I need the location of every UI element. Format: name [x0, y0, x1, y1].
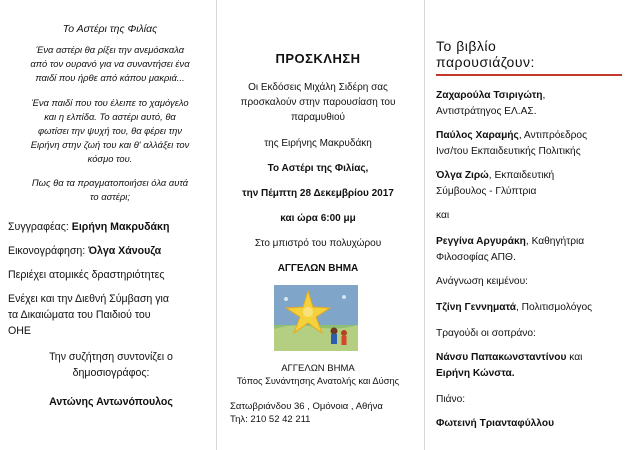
presenter-name: Παύλος Χαραμής: [436, 130, 519, 141]
presenter-role: ,: [542, 90, 546, 101]
reading-label: Ανάγνωση κειμένου:: [436, 276, 528, 287]
child-body: [331, 334, 337, 344]
right-column: [432, 0, 632, 450]
piano-label: Πιάνο:: [436, 394, 466, 405]
presenter-role: , Αντιπρόεδρος: [518, 130, 587, 141]
poem-line: Ένα αστέρι θα ρίξει την ανεμόσκαλα: [35, 44, 185, 55]
poem-line: παιδί που ήρθε από κάπου μακριά...: [35, 72, 185, 83]
venue-address: Σατωβριάνδου 36 , Ομόνοια , Αθήνα: [230, 401, 383, 412]
presenter-4-role: Φιλοσοφίας ΑΠΘ.: [436, 252, 516, 263]
venue-tagline: Τόπος Συνάντησης Ανατολής και Δύσης: [236, 376, 400, 386]
venue-footer-name: ΑΓΓΕΛΩΝ ΒΗΜΑ: [281, 363, 355, 374]
child-body-2: [342, 336, 347, 345]
star-face: [303, 307, 313, 317]
poem-line: Ένα παιδί που του έλειπε το χαμόγελο: [31, 97, 189, 108]
left-column: [6, 0, 214, 450]
poem-line: Ειρήνη στην ζωή του και θ' αλλάξει τον: [30, 139, 190, 150]
coordinator-line: Την συζήτηση συντονίζει ο: [49, 351, 173, 363]
presenter-name: Όλγα Ζιρώ: [436, 170, 489, 181]
and-text: και: [436, 210, 450, 221]
poem-line: και η ελπίδα. Το αστέρι αυτό, θα: [44, 111, 176, 122]
reader: [436, 300, 632, 316]
poem-line: το αστέρι;: [90, 191, 130, 202]
book-title: Το Αστέρι της Φιλίας: [62, 23, 158, 35]
event-date: την Πέμπτη 28 Δεκεμβρίου 2017: [242, 188, 394, 199]
presenter-name: Ζαχαρούλα Τσιριγώτη: [436, 90, 543, 101]
intro-line: παραμυθιού: [290, 112, 346, 123]
invitation-title: ΠΡΟΣΚΛΗΣΗ: [275, 51, 361, 66]
book-name: Το Αστέρι της Φιλίας,: [267, 163, 369, 174]
venue-name: ΑΓΓΕΛΩΝ ΒΗΜΑ: [277, 263, 359, 274]
author-line: [8, 219, 214, 235]
sky-sparkle: [342, 295, 346, 299]
coordinator-line: δημοσιογράφος:: [72, 367, 150, 379]
child-head-2: [341, 330, 347, 336]
venue-line: Στο μπιστρό του πολυχώρου: [254, 238, 382, 249]
poem-line: φωτίσει την ψυχή του, θα φέρει την: [38, 125, 182, 136]
event-time: και ώρα 6:00 μμ: [280, 213, 356, 224]
presenter-1-role: Αντιστράτηγος ΕΛ.ΑΣ.: [436, 106, 537, 117]
intro-line: προσκαλούν στην παρουσίαση του: [240, 97, 396, 108]
presenter-1: [436, 88, 632, 104]
sky-sparkle: [284, 297, 288, 301]
convention-line: τα Δικαιώματα του Παιδιού του: [8, 309, 151, 321]
column-divider-right: [424, 0, 425, 450]
presenters-heading-line-1: Το βιβλίο: [436, 38, 497, 54]
poem-line: από τον ουρανό για να συναντήσει ένα: [30, 58, 190, 69]
heading-underline: [436, 74, 622, 76]
presenter-role: , Καθηγήτρια: [525, 236, 585, 247]
convention-line: Ενέχει και την Διεθνή Σύμβαση για: [8, 293, 169, 305]
singing-label: Τραγούδι οι σοπράνο:: [436, 328, 536, 339]
venue-phone: Τηλ: 210 52 42 211: [230, 414, 311, 425]
presenter-2: [436, 128, 632, 144]
illustrator-label: Εικονογράφηση:: [8, 245, 89, 257]
presenters-heading-line-2: παρουσιάζουν:: [436, 54, 535, 70]
poem-line: κόσμο του.: [87, 153, 133, 164]
singer-name-2: Ειρήνη Κώνστα.: [436, 368, 515, 379]
pianist-name: Φωτεινή Τριανταφύλλου: [436, 418, 555, 429]
presenter-3: [436, 168, 632, 184]
singer-name: Νάνσυ Παπακωνσταντίνου: [436, 352, 567, 363]
illustrator-line: [8, 243, 214, 259]
presenters-heading: [436, 38, 535, 70]
singer-and: και: [566, 352, 583, 363]
presenter-4: [436, 234, 632, 250]
activities-note: Περιέχει ατομικές δραστηριότητες: [8, 269, 165, 281]
middle-column: [222, 0, 414, 450]
book-cover-illustration: [274, 285, 358, 351]
singers: [436, 350, 632, 366]
child-head: [331, 328, 338, 335]
poem-line: Πως θα τα πραγματοποιήσει όλα αυτά: [31, 177, 189, 188]
author-credit: της Ειρήνης Μακρυδάκη: [264, 138, 372, 149]
author-name: Ειρήνη Μακρυδάκη: [71, 221, 170, 233]
intro-line: Οι Εκδόσεις Μιχάλη Σιδέρη σας: [248, 82, 388, 93]
column-divider-left: [216, 0, 217, 450]
presenter-2-role: Ινσ/του Εκπαιδευτικής Πολιτικής: [436, 146, 581, 157]
presenter-name: Ρεγγίνα Αργυράκη: [436, 236, 526, 247]
presenter-3-role: Σύμβουλος - Γλύπτρια: [436, 186, 537, 197]
convention-line: ΟΗΕ: [8, 325, 31, 337]
reader-name: Τζίνη Γεννηματά: [436, 302, 516, 313]
reader-role: , Πολιτισμολόγος: [516, 302, 593, 313]
author-label: Συγγραφέας:: [8, 221, 72, 233]
illustrator-name: Όλγα Χάνουζα: [88, 245, 162, 257]
coordinator-name: Αντώνης Αντωνόπουλος: [49, 396, 173, 408]
presenter-role: , Εκπαιδευτική: [488, 170, 555, 181]
